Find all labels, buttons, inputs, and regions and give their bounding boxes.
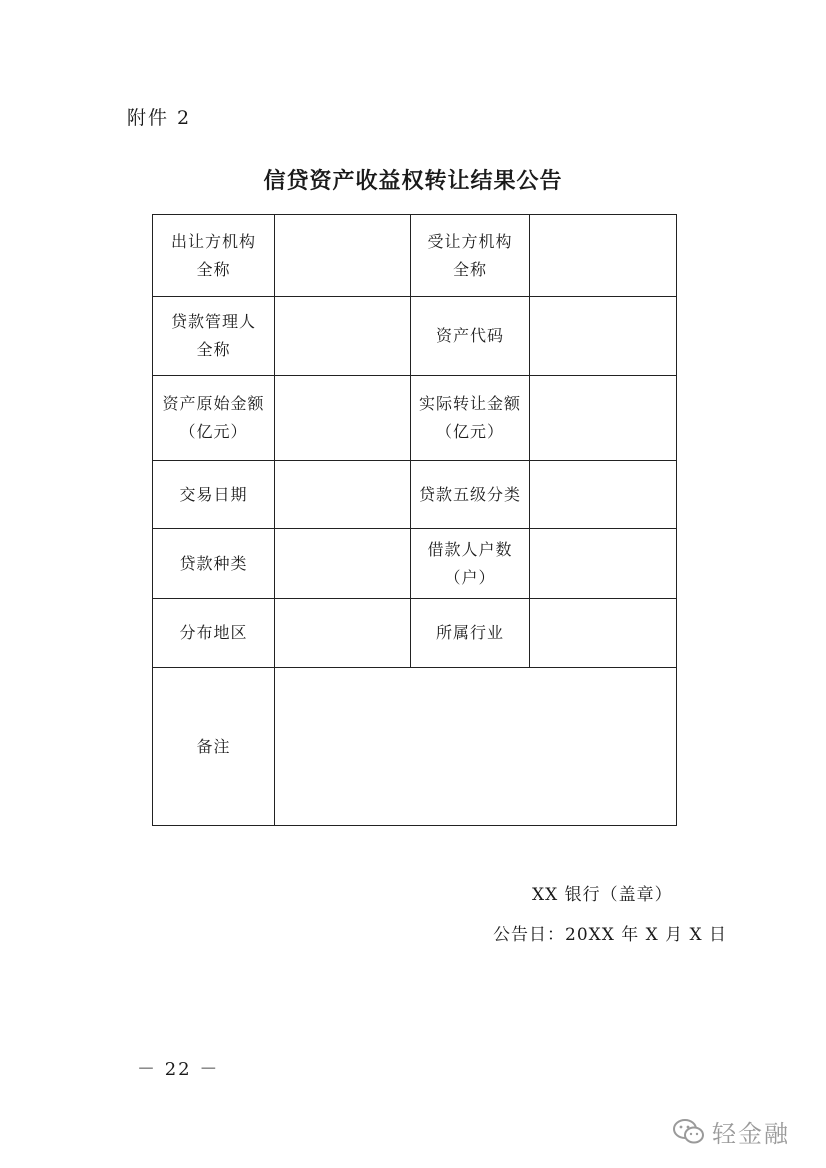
- table-row: [153, 461, 677, 529]
- field-label-transferor-name: 出让方机构 全称: [153, 215, 275, 297]
- announcement-form-table: [152, 214, 677, 826]
- wechat-icon: [672, 1118, 706, 1146]
- field-value-transferee-name[interactable]: [530, 215, 677, 297]
- field-value-trade-date[interactable]: [275, 461, 411, 529]
- field-label-loan-manager-name: 贷款管理人 全称: [153, 297, 275, 376]
- field-label-trade-date: 交易日期: [153, 461, 275, 529]
- field-value-remarks[interactable]: [275, 668, 677, 826]
- field-value-borrower-count[interactable]: [530, 529, 677, 599]
- field-label-industry: 所属行业: [411, 599, 530, 668]
- announcement-date: 公告日：20XX 年 X 月 X 日: [493, 925, 728, 945]
- table-row: [153, 599, 677, 668]
- field-value-loan-classification[interactable]: [530, 461, 677, 529]
- issuer-signature-line: XX 银行（盖章）: [532, 885, 673, 905]
- table-row: [153, 376, 677, 461]
- watermark-text: 轻金融: [712, 1120, 790, 1148]
- field-label-region: 分布地区: [153, 599, 275, 668]
- attachment-label: 附件 2: [127, 107, 192, 129]
- field-value-industry[interactable]: [530, 599, 677, 668]
- field-value-region[interactable]: [275, 599, 411, 668]
- watermark: [672, 1114, 790, 1149]
- table-row-remarks: [153, 668, 677, 826]
- field-value-transferor-name[interactable]: [275, 215, 411, 297]
- field-label-actual-transfer-amount: 实际转让金额 （亿元）: [411, 376, 530, 461]
- field-value-actual-transfer-amount[interactable]: [530, 376, 677, 461]
- field-value-loan-manager-name[interactable]: [275, 297, 411, 376]
- field-value-asset-code[interactable]: [530, 297, 677, 376]
- field-value-loan-type[interactable]: [275, 529, 411, 599]
- field-label-asset-code: 资产代码: [411, 297, 530, 376]
- field-label-loan-classification: 贷款五级分类: [411, 461, 530, 529]
- field-label-transferee-name: 受让方机构 全称: [411, 215, 530, 297]
- table-row: [153, 529, 677, 599]
- field-value-original-amount[interactable]: [275, 376, 411, 461]
- table-row: [153, 297, 677, 376]
- field-label-remarks: 备注: [153, 668, 275, 826]
- page-title: 信贷资产收益权转让结果公告: [263, 168, 563, 194]
- field-label-loan-type: 贷款种类: [153, 529, 275, 599]
- page-number: － 22 －: [137, 1059, 220, 1080]
- field-label-borrower-count: 借款人户数 （户）: [411, 529, 530, 599]
- table-row: [153, 215, 677, 297]
- field-label-original-amount: 资产原始金额 （亿元）: [153, 376, 275, 461]
